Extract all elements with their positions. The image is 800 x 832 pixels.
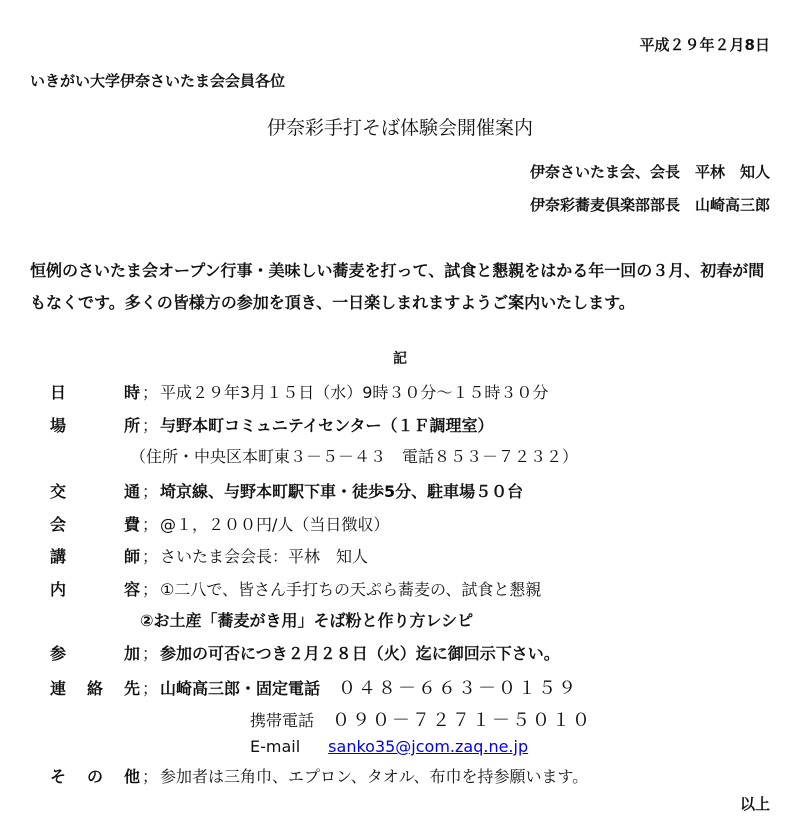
contact-email-link[interactable]: sanko35@jcom.zaq.ne.jp xyxy=(328,737,529,756)
detail-label-content: 内 容 xyxy=(50,580,140,599)
detail-row-participation xyxy=(50,641,560,664)
detail-value-lecturer: さいたま会会長：平林 知人 xyxy=(160,547,369,566)
separator: ； xyxy=(142,580,159,599)
separator: ； xyxy=(142,482,159,501)
recipient-line: いきがい大学伊奈さいたま会会員各位 xyxy=(30,72,286,90)
document-date: 平成２９年２月8日 xyxy=(639,36,770,54)
sender-line-2: 伊奈彩蕎麦倶楽部部長 山崎高三郎 xyxy=(529,196,770,214)
detail-value-place: 与野本町コミュニテイセンター（１Ｆ調理室） xyxy=(160,416,494,435)
ki-heading: 記 xyxy=(393,351,407,367)
detail-value-fee: @１，２００円/人（当日徴収） xyxy=(160,515,390,534)
body-paragraph: 恒例のさいたま会オープン行事・美味しい蕎麦を打って、試食と懇親をはかる年一回の３月、初春が間もなくです。多くの皆様方の参加を頂き、一日楽しまれますようご案内いたします。 xyxy=(30,261,765,312)
detail-row-date xyxy=(50,380,548,403)
separator: ； xyxy=(142,547,159,566)
detail-value-content: ①二八で、皆さん手打ちの天ぷら蕎麦の、試食と懇親 xyxy=(160,580,542,599)
document-title: 伊奈彩手打そば体験会開催案内 xyxy=(266,117,533,139)
detail-sub-place-address: （住所・中央区本町東３－５－４３ 電話８５３－７２３２） xyxy=(130,447,579,466)
detail-sub-content-souvenir: ②お土産「蕎麦がき用」そば粉と作り方レシピ xyxy=(140,611,474,630)
sender-line-1: 伊奈さいたま会、会長 平林 知人 xyxy=(529,163,770,181)
contact-email-label: E-mail xyxy=(250,737,301,756)
detail-label-transport: 交 通 xyxy=(50,482,140,501)
contact-mobile-number: ０９０－７２７１－５０１０ xyxy=(332,710,593,731)
separator: ； xyxy=(142,416,159,435)
detail-label-other: そ の 他 xyxy=(50,767,140,786)
detail-label-date: 日 時 xyxy=(50,383,140,402)
separator: ； xyxy=(142,515,159,534)
detail-row-lecturer xyxy=(50,544,368,567)
detail-row-content xyxy=(50,577,541,600)
closing-text: 以上 xyxy=(739,795,770,813)
detail-value-other: 参加者は三角巾、エプロン、タオル、布巾を持参願います。 xyxy=(160,767,589,786)
detail-row-other xyxy=(50,764,588,787)
contact-mobile-row xyxy=(250,706,592,732)
contact-landline-number: ０４８－６６３－０１５９ xyxy=(338,678,579,699)
detail-row-transport xyxy=(50,479,523,502)
separator: ； xyxy=(142,767,159,786)
detail-label-fee: 会 費 xyxy=(50,515,140,534)
detail-label-lecturer: 講 師 xyxy=(50,547,140,566)
separator: ； xyxy=(142,383,159,402)
contact-email-row xyxy=(250,737,528,756)
separator: ； xyxy=(142,644,159,663)
detail-label-contact: 連 絡 先 xyxy=(50,679,140,698)
detail-value-participation: 参加の可否につき２月２８日（火）迄に御回示下さい。 xyxy=(160,644,560,663)
contact-landline-label: 山崎高三郎・固定電話 xyxy=(160,679,321,698)
detail-label-participation: 参 加 xyxy=(50,644,140,663)
detail-value-transport: 埼京線、与野本町駅下車・徒歩5分、駐車場５０台 xyxy=(160,482,524,501)
detail-row-fee xyxy=(50,512,389,535)
detail-row-contact xyxy=(50,674,578,700)
contact-mobile-label: 携帯電話 xyxy=(250,711,315,730)
detail-value-date: 平成２９年3月１５日（水）9時３０分～１５時３０分 xyxy=(160,383,549,402)
detail-row-place xyxy=(50,413,493,436)
separator: ； xyxy=(142,679,159,698)
detail-label-place: 場 所 xyxy=(50,416,140,435)
